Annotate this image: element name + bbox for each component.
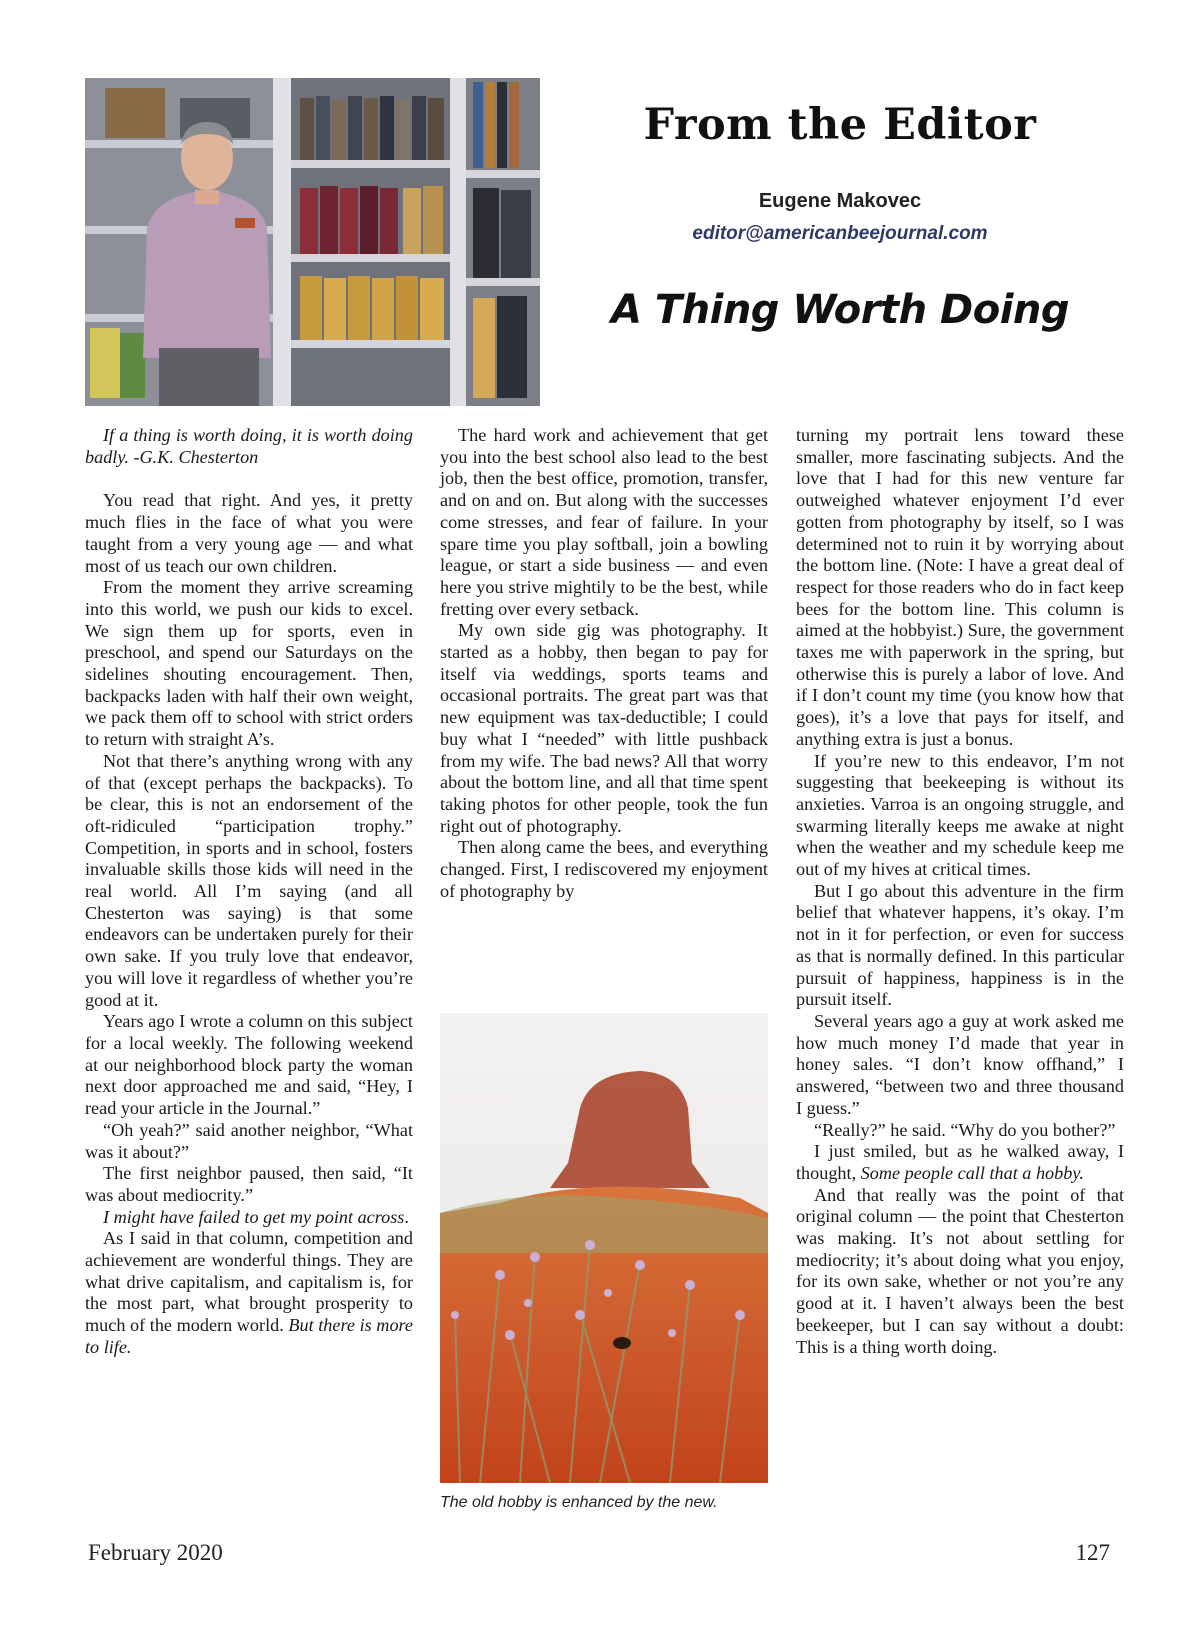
article-column-1	[85, 425, 413, 1359]
paragraph: “Really?” he said. “Why do you bother?”	[814, 1119, 1116, 1140]
paragraph: “Oh yeah?” said another neighbor, “What was it about?”	[85, 1119, 413, 1162]
paragraph: Then along came the bees, and everything changed. First, I rediscovered my enjoyment of photography by	[440, 837, 768, 901]
butte-landscape-photo	[440, 1013, 768, 1483]
masthead	[560, 100, 1120, 333]
period: .	[404, 1206, 409, 1227]
paragraph-italic-thought	[85, 1207, 413, 1229]
paragraph	[85, 1228, 413, 1358]
paragraph: Not that there’s anything wrong with any of that (except perhaps the backpacks). To be clear, this is not an endorsement of the oft-ridiculed “participation trophy.” Competition, in sports and in school, fosters invaluable skills those kids will need in the real world. All I’m saying (and all Chesterton was saying) is that some endeavors can be undertaken purely for their own sake. If you truly love that endeavor, you will love it regardless of whether you’re good at it.	[85, 750, 413, 1010]
paragraph: But I go about this adventure in the firm belief that whatever happens, it’s okay. I’m not in it for perfection, or even for success as that is normally defined. In this particular pursuit of happiness, happiness is in the pursuit itself.	[796, 880, 1124, 1010]
page-number: 127	[1075, 1540, 1110, 1565]
italic-thought: Some people call that a hobby.	[860, 1162, 1084, 1183]
photo-caption: The old hobby is enhanced by the new.	[440, 1494, 718, 1511]
paragraph-text: As I said in that column, competition and achievement are wonderful things. They are what drive capitalism, and capitalism is, for the most part, what brought prosperity to much of the modern world.	[85, 1228, 413, 1336]
paragraph	[796, 1141, 1124, 1184]
paragraph: You read that right. And yes, it pretty much flies in the face of what you were taught from a very young age — and what most of us teach our own children.	[85, 490, 413, 576]
paragraph-continued: turning my portrait lens toward these smaller, more fascinating subjects. And the love that I had for this new venture far outweighed whatever enjoyment I’d ever gotten from photography by itself, so I was determined not to ruin it by worrying about the bottom line. (Note: I have a great deal of respect for those readers who do in fact keep bees for the bottom line. This column is aimed at the hobbyist.) Sure, the government taxes me with paperwork in the spring, but otherwise this is purely a labor of love. And if I don’t count my time (you know how that goes), it’s a love that pays for itself, and anything extra is just a bonus.	[796, 425, 1124, 749]
paragraph-text: I just smiled, but as he walked away, I thought,	[796, 1141, 1124, 1183]
italic-thought: I might have failed to get my point across	[103, 1206, 405, 1227]
article-headline: A Thing Worth Doing	[610, 287, 1070, 333]
article-column-2	[440, 425, 768, 902]
editor-portrait-photo	[85, 78, 540, 406]
paragraph: Years ago I wrote a column on this subject for a local weekly. The following weekend at our neighborhood block party the woman next door approached me and said, “Hey, I read your article in the Journal.”	[85, 1011, 413, 1119]
paragraph: If you’re new to this endeavor, I’m not suggesting that beekeeping is without its anxieties. Varroa is an ongoing struggle, and swarming literally keeps me awake at night when the weather and my schedule keep me out of my hives at critical times.	[796, 750, 1124, 880]
paragraph: From the moment they arrive screaming into this world, we push our kids to excel. We sign them up for sports, even in preschool, and spend our Saturdays on the sidelines shouting encouragement. Then, backpacks laden with half their own weight, we pack them off to school with strict orders to return with straight A’s.	[85, 577, 413, 750]
paragraph: And that really was the point of that original column — the point that Chesterton was making. It’s not about settling for mediocrity; it’s about doing what you enjoy, for its own sake, whether or not you’re any good at it. I haven’t always been the best beekeeper, but I can say without a doubt: This is a thing worth doing.	[796, 1184, 1124, 1357]
article-column-3	[796, 425, 1124, 1358]
section-title: From the Editor	[643, 100, 1037, 150]
paragraph: Several years ago a guy at work asked me how much money I’d made that year in honey sales. “I don’t know offhand,” I answered, “between two and three thousand I guess.”	[796, 1010, 1124, 1118]
italic-closing: But there is more to life.	[85, 1315, 414, 1357]
paragraph: My own side gig was photography. It started as a hobby, then began to pay for itself via weddings, sports teams and occasional portraits. The great part was that new equipment was tax-deductible; I could buy what I “needed” with little pushback from my wife. The bad news? All that worry about the bottom line, and all that time spent taking photos for other people, took the fun right out of photography.	[440, 620, 768, 836]
author-email[interactable]: editor@americanbeejournal.com	[692, 223, 988, 244]
paragraph: The first neighbor paused, then said, “It was about mediocrity.”	[85, 1163, 413, 1205]
portrait-illustration	[85, 78, 540, 406]
paragraph: The hard work and achievement that get you into the best school also lead to the best job, then the best office, promotion, transfer, and on and on. But along with the successes come stresses, and fear of failure. In your spare time you play softball, join a bowling league, or start a side business — and even here you strive mightily to be the best, while fretting over every setback.	[440, 425, 768, 619]
landscape-illustration	[440, 1013, 768, 1483]
author-name: Eugene Makovec	[758, 190, 922, 212]
epigraph: If a thing is worth doing, it is worth doing badly. -G.K. Chesterton	[85, 425, 413, 467]
issue-date: February 2020	[88, 1540, 223, 1565]
